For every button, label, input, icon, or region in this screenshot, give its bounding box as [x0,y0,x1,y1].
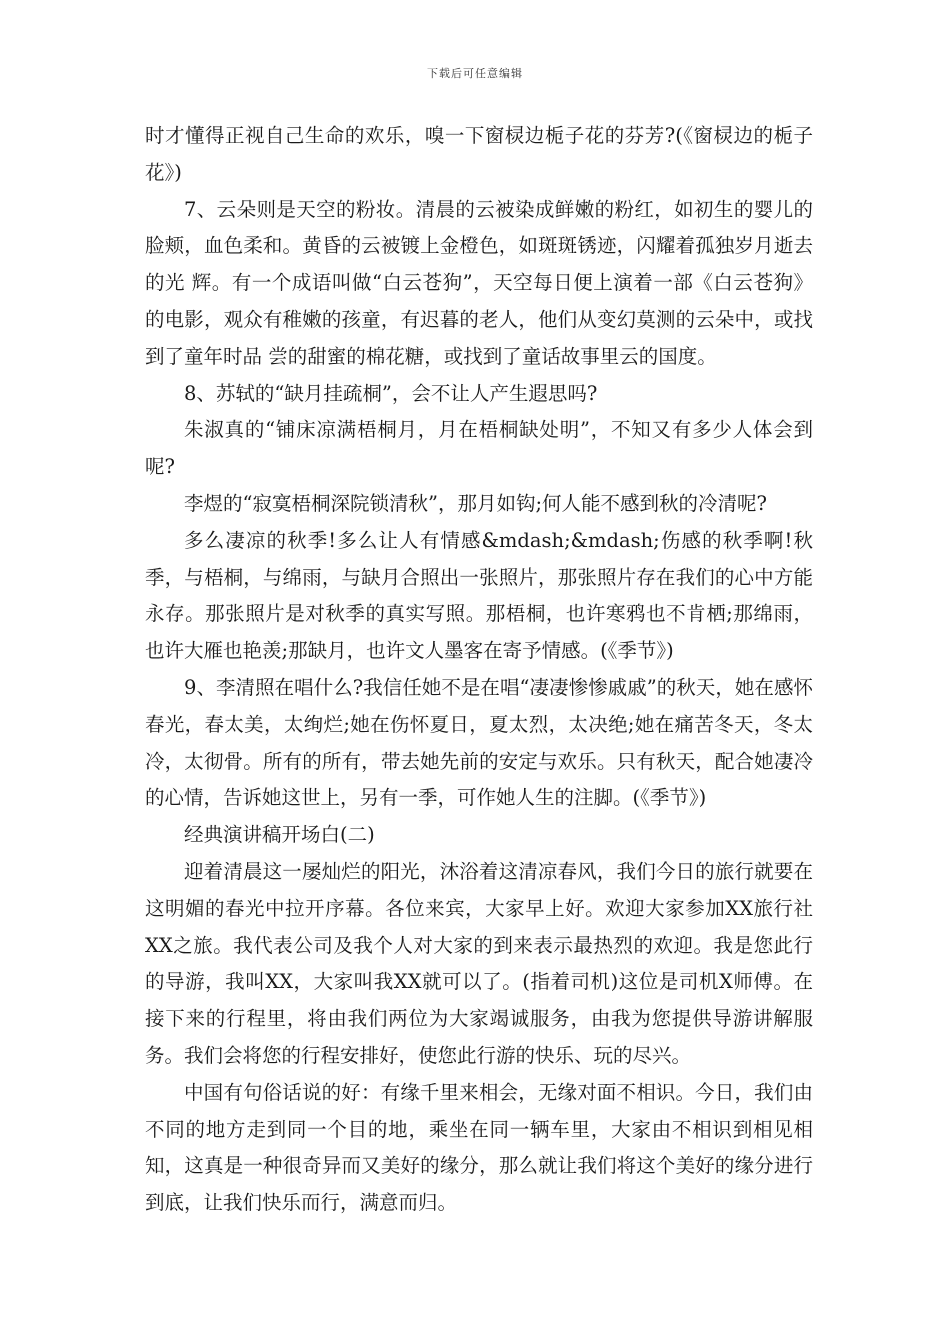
paragraph: 时才懂得正视自己生命的欢乐，嗅一下窗棂边栀子花的芬芳?(《窗棂边的栀子花》) [145,124,813,184]
paragraph: 中国有句俗话说的好：有缘千里来相会，无缘对面不相识。今日，我们由不同的地方走到同一个目的地，乘坐在同一辆车里，大家由不相识到相见相知，这真是一种很奇异而又美好的缘分，那么就让我们将这个美好的缘分进行到底，让我们快乐而行，满意而归。 [145,1080,813,1215]
paragraph: 多么凄凉的秋季!多么让人有情感&mdash;&mdash;伤感的秋季啊!秋季，与梧桐，与绵雨，与缺月合照出一张照片，那张照片存在我们的心中方能永存。那张照片是对秋季的真实写照。那梧桐，也许寒鸦也不肯栖;那绵雨，也许大雁也艳羡;那缺月，也许文人墨客在寄予情感。(《季节》) [145,528,813,663]
paragraph: 9、李清照在唱什么?我信任她不是在唱“凄凄惨惨戚戚”的秋天，她在感怀春光，春太美，太绚烂;她在伤怀夏日，夏太烈，太决绝;她在痛苦冬天，冬太 冷，太彻骨。所有的所有，带去她先前的安定与欢乐。只有秋天，配合她凄冷的心情，告诉她这世上，另有一季，可作她人生的注脚。(《季节》) [145,675,813,810]
paragraph: 7、云朵则是天空的粉妆。清晨的云被染成鲜嫩的粉红，如初生的婴儿的脸颊，血色柔和。黄昏的云被镀上金橙色，如斑斑锈迹，闪耀着孤独岁月逝去的光 辉。有一个成语叫做“白云苍狗”，天空每日便上演着一部《白云苍狗》的电影，观众有稚嫩的孩童，有迟暮的老人，他们从变幻莫测的云朵中，或找到了童年时品 尝的甜蜜的棉花糖，或找到了童话故事里云的国度。 [145,197,813,368]
paragraph: 李煜的“寂寞梧桐深院锁清秋”，那月如钩;何人能不感到秋的冷清呢? [184,491,767,515]
page-header: 下载后可任意编辑 [427,67,523,80]
document-body [145,118,813,1222]
paragraph: 迎着清晨这一屡灿烂的阳光，沐浴着这清凉春风，我们今日的旅行就要在这明媚的春光中拉开序幕。各位来宾，大家早上好。欢迎大家参加XX旅行社XX之旅。我代表公司及我个人对大家的到来表示最热烈的欢迎。我是您此行的导游，我叫XX，大家叫我XX就可以了。(指着司机)这位是司机X师傅。在接下来的行程里，将由我们两位为大家竭诚服务，由我为您提供导游讲解服务。我们会将您的行程安排好，使您此行游的快乐、玩的尽兴。 [145,859,813,1067]
paragraph: 朱淑真的“铺床凉满梧桐月，月在梧桐缺处明”，不知又有多少人体会到呢? [145,418,813,479]
paragraph: 8、苏轼的“缺月挂疏桐”，会不让人产生遐思吗? [184,381,598,405]
section-heading: 经典演讲稿开场白(二) [184,823,375,847]
